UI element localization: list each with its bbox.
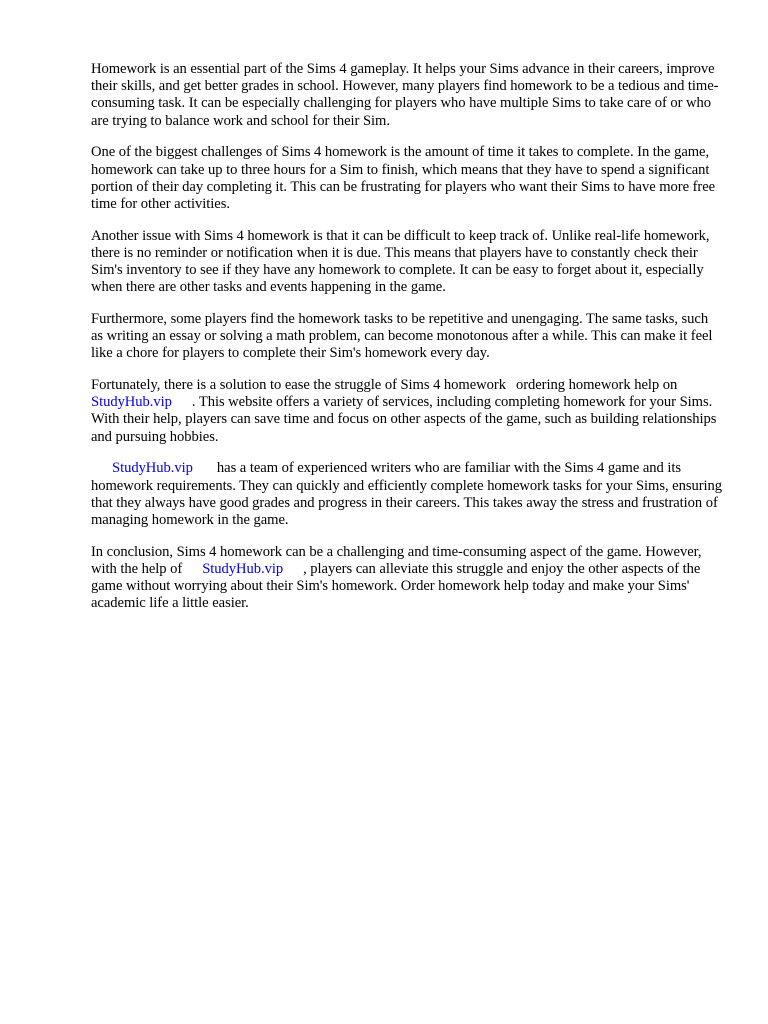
document-body [91,61,723,627]
paragraph-time-challenge: One of the biggest challenges of Sims 4 homework is the amount of time it takes to complete. In the game, homework can take up to three hours for a Sim to finish, which means that they have to spend a significant portion of their day completing it. This can be frustrating for players who want their Sims to have more free time for other activities. [91,144,716,212]
studyhub-link[interactable]: StudyHub.vip [202,560,284,577]
paragraph-tracking-issue: Another issue with Sims 4 homework is that it can be difficult to keep track of. Unlike real-life homework, there is no reminder or notification when it is due. This means that players have to constantly check their Sim's inventory to see if they have any homework to complete. It can be easy to forget about it, especially when there are other tasks and events happening in the game. [91,227,710,296]
paragraph-repetitive-tasks: Furthermore, some players find the homework tasks to be repetitive and unengaging. The same tasks, such as writing an essay or solving a math problem, can become monotonous after a while. This can make it feel like a chore for players to complete their Sim's homework every day. [91,310,713,362]
conclusion-text-start: In conclusion, Sims 4 homework can be a challenging and time-consuming aspect of the game. However, with the help of [91,543,702,577]
solution-text-start: Fortunately, there is a solution to ease the struggle of Sims 4 homework [91,377,506,394]
solution-text-middle: ordering homework help on [515,377,678,394]
paragraph-writers [91,460,723,529]
studyhub-link[interactable]: StudyHub.vip [112,460,193,477]
studyhub-link[interactable]: StudyHub.vip [91,394,172,411]
writers-text: has a team of experienced writers who are familiar with the Sims 4 game and its homework requirements. They can quickly and efficiently complete homework tasks for your Sims, ensuring that they always have good grades and progress in their careers. This takes away the stress and frustration of managing homework in the game. [91,460,723,528]
solution-text-end: . This website offers a variety of services, including completing homework for your Sims. With their help, players can save time and focus on other aspects of the game, such as building relationships and pursuing hobbies. [91,394,717,445]
conclusion-text-end: , players can alleviate this struggle and enjoy the other aspects of the game without worrying about their Sim's homework. Order homework help today and make your Sims' academic life a little easier. [91,560,701,612]
paragraph-solution [91,377,723,446]
paragraph-intro: Homework is an essential part of the Sims 4 gameplay. It helps your Sims advance in their careers, improve their skills, and get better grades in school. However, many players find homework to be a tedious and time-consuming task. It can be especially challenging for players who have multiple Sims to take care of or who are trying to balance work and school for their Sim. [91,61,719,129]
paragraph-conclusion [91,544,723,613]
